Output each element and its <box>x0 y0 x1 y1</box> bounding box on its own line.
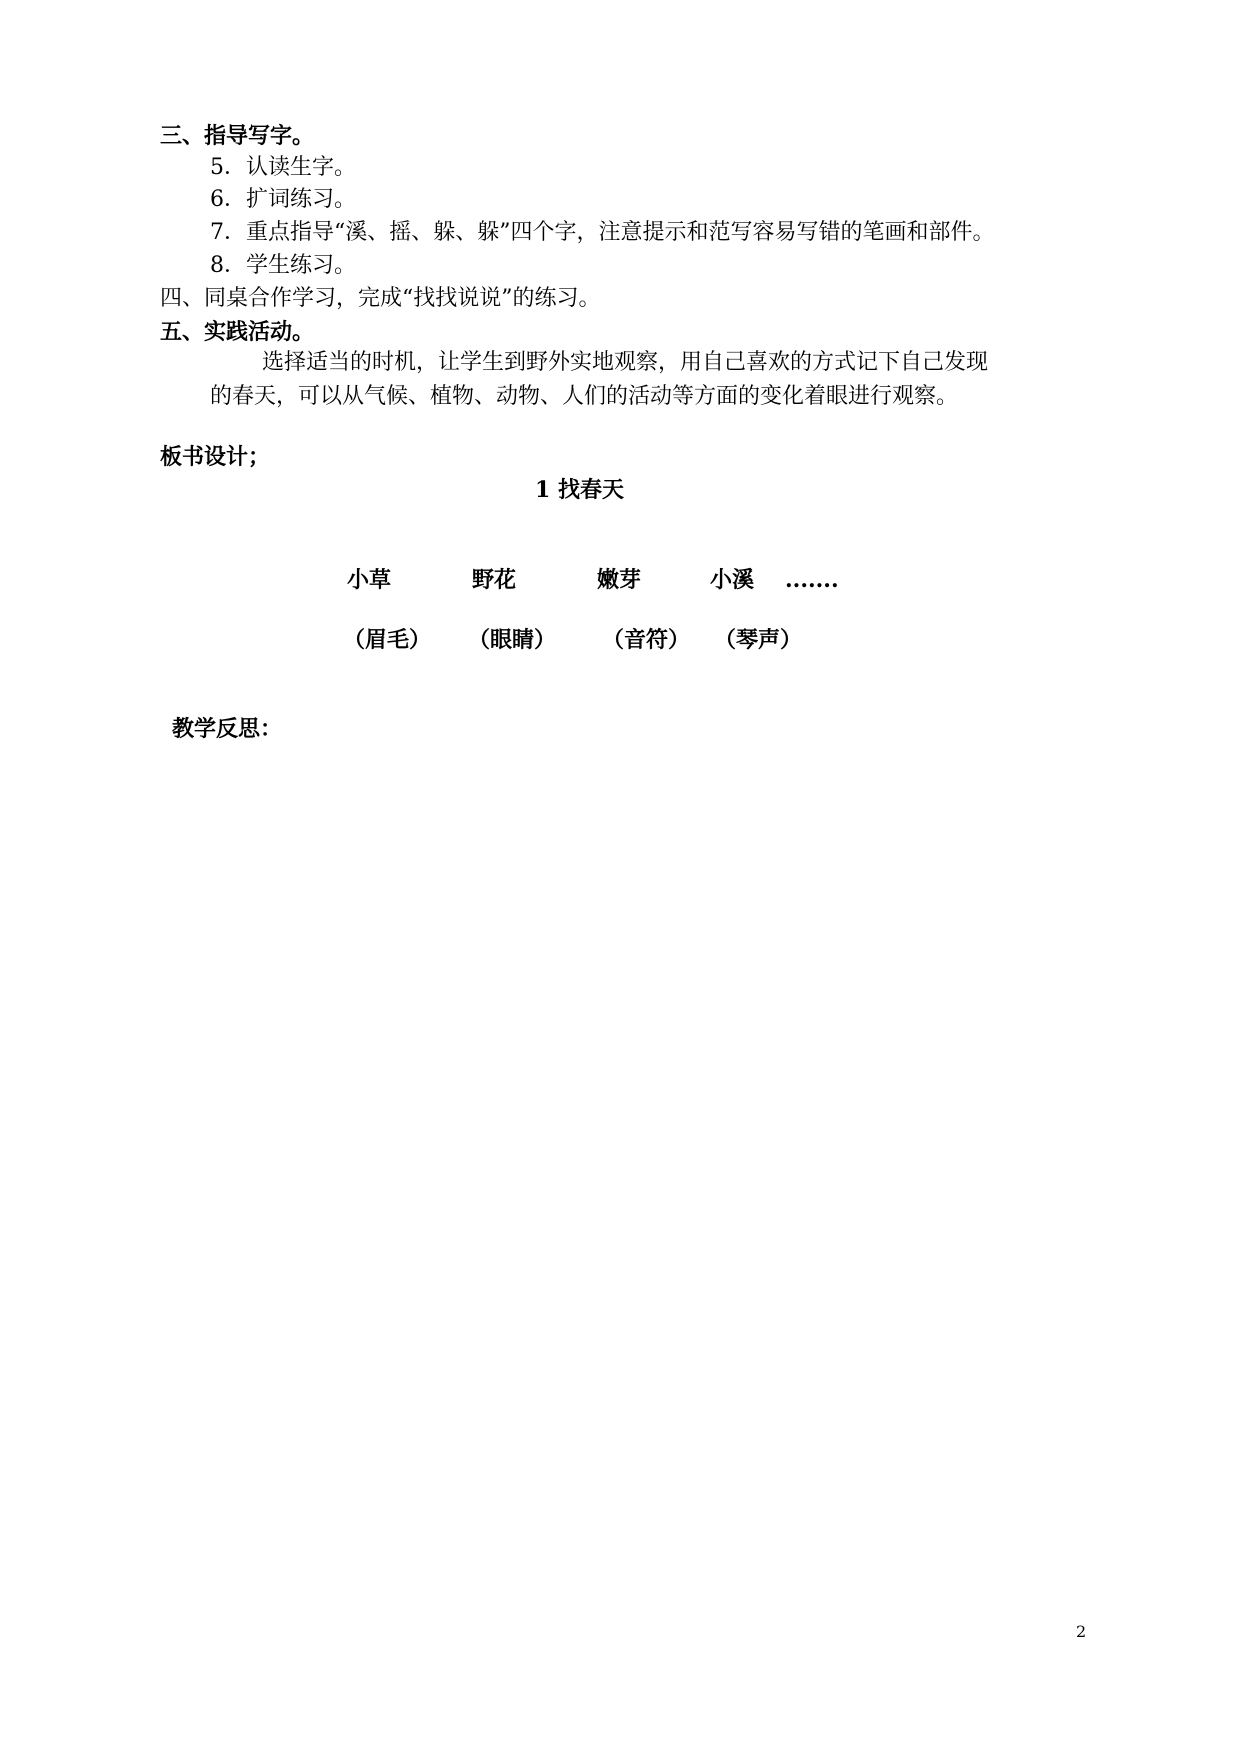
practice-paragraph-line: 选择适当的时机，让学生到野外实地观察，用自己喜欢的方式记下自己发现 <box>262 350 989 375</box>
list-item: 6．扩词练习。 <box>210 187 356 212</box>
list-item: 7．重点指导“溪、摇、躲、躲”四个字，注意提示和范写容易写错的笔画和部件。 <box>210 220 995 245</box>
board-metaphor: （音符） <box>602 627 691 653</box>
section-five-heading: 五、实践活动。 <box>160 319 315 345</box>
board-word: 小溪 <box>710 567 755 593</box>
board-metaphor: （眼睛） <box>468 627 557 653</box>
board-design-label: 板书设计； <box>160 444 271 470</box>
section-three-heading: 三、指导写字。 <box>160 123 315 149</box>
list-item: 8．学生练习。 <box>210 253 356 278</box>
page-number: 2 <box>1076 1622 1087 1641</box>
board-word: 小草 <box>347 567 392 593</box>
board-word: 野花 <box>472 567 517 593</box>
board-word-ellipsis: ....... <box>785 567 839 593</box>
board-design-title: 1 找春天 <box>535 477 624 503</box>
list-item: 5．认读生字。 <box>210 155 356 180</box>
teaching-reflection-label: 教学反思： <box>172 716 283 742</box>
board-metaphor: （眉毛） <box>343 627 432 653</box>
board-word: 嫩芽 <box>597 567 642 593</box>
board-metaphor: （琴声） <box>714 627 803 653</box>
practice-paragraph-line: 的春天，可以从气候、植物、动物、人们的活动等方面的变化着眼进行观察。 <box>210 384 959 409</box>
section-four-text: 四、同桌合作学习，完成“找找说说”的练习。 <box>160 286 601 311</box>
